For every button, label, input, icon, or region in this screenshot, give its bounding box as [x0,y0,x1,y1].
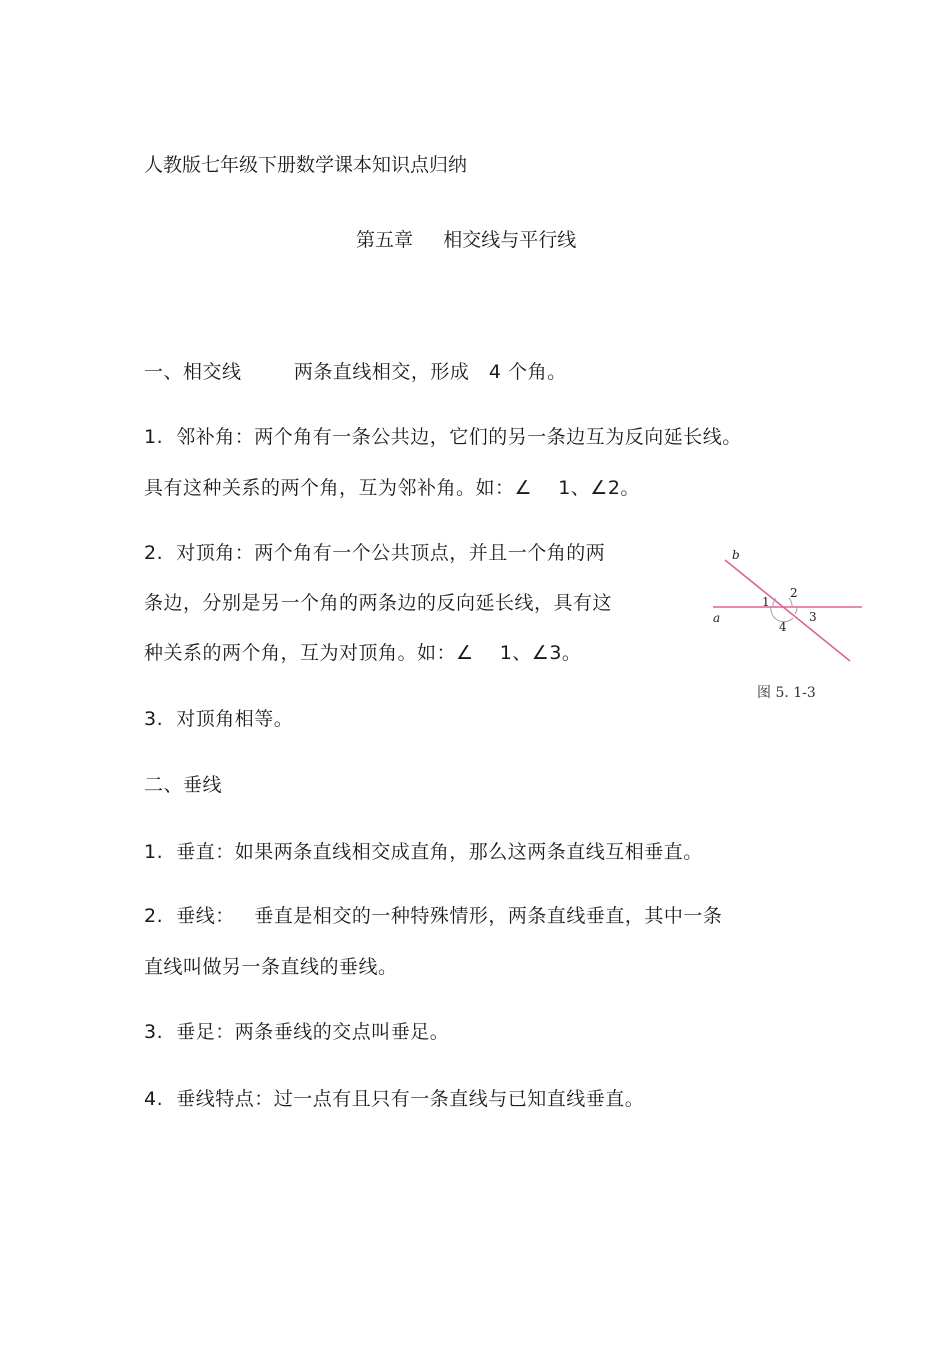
section2-item2-line2: 直线叫做另一条直线的垂线。 [144,956,398,978]
section1-item3: 3. 对顶角相等。 [144,708,294,730]
label-a: a [713,611,721,625]
label-angle-1: 1 [762,595,770,609]
section2-item2-line1: 2. 垂线： 垂直是相交的一种特殊情形，两条直线垂直，其中一条 [144,905,723,927]
section2-item3: 3. 垂足：两条垂线的交点叫垂足。 [144,1021,450,1043]
line-b [725,560,850,661]
chapter-heading: 第五章 相交线与平行线 [356,229,577,251]
section1-heading: 一、相交线 两条直线相交，形成 4 个角。 [144,361,567,383]
label-angle-2: 2 [790,586,798,600]
section2-item4: 4. 垂线特点：过一点有且只有一条直线与已知直线垂直。 [144,1088,645,1110]
section2-item1: 1. 垂直：如果两条直线相交成直角，那么这两条直线互相垂直。 [144,841,703,863]
label-angle-4: 4 [779,620,787,634]
angle-3-arc [795,607,797,614]
section1-item2-line3: 种关系的两个角，互为对顶角。如：∠ 1、∠3。 [144,642,582,664]
figure-caption: 图 5. 1-3 [757,685,816,701]
section1-item2-line2: 条边，分别是另一个角的两条边的反向延长线，具有这 [144,592,613,614]
label-angle-3: 3 [809,610,817,624]
section1-item1-line2: 具有这种关系的两个角，互为邻补角。如：∠ 1、∠2。 [144,477,640,499]
label-b: b [732,548,740,562]
document-title: 人教版七年级下册数学课本知识点归纳 [144,154,468,176]
section1-item2-line1: 2. 对顶角：两个角有一个公共顶点，并且一个角的两 [144,542,606,564]
section1-item1-line1: 1. 邻补角：两个角有一条公共边，它们的另一条边互为反向延长线。 [144,426,742,448]
section2-heading: 二、垂线 [144,774,223,796]
